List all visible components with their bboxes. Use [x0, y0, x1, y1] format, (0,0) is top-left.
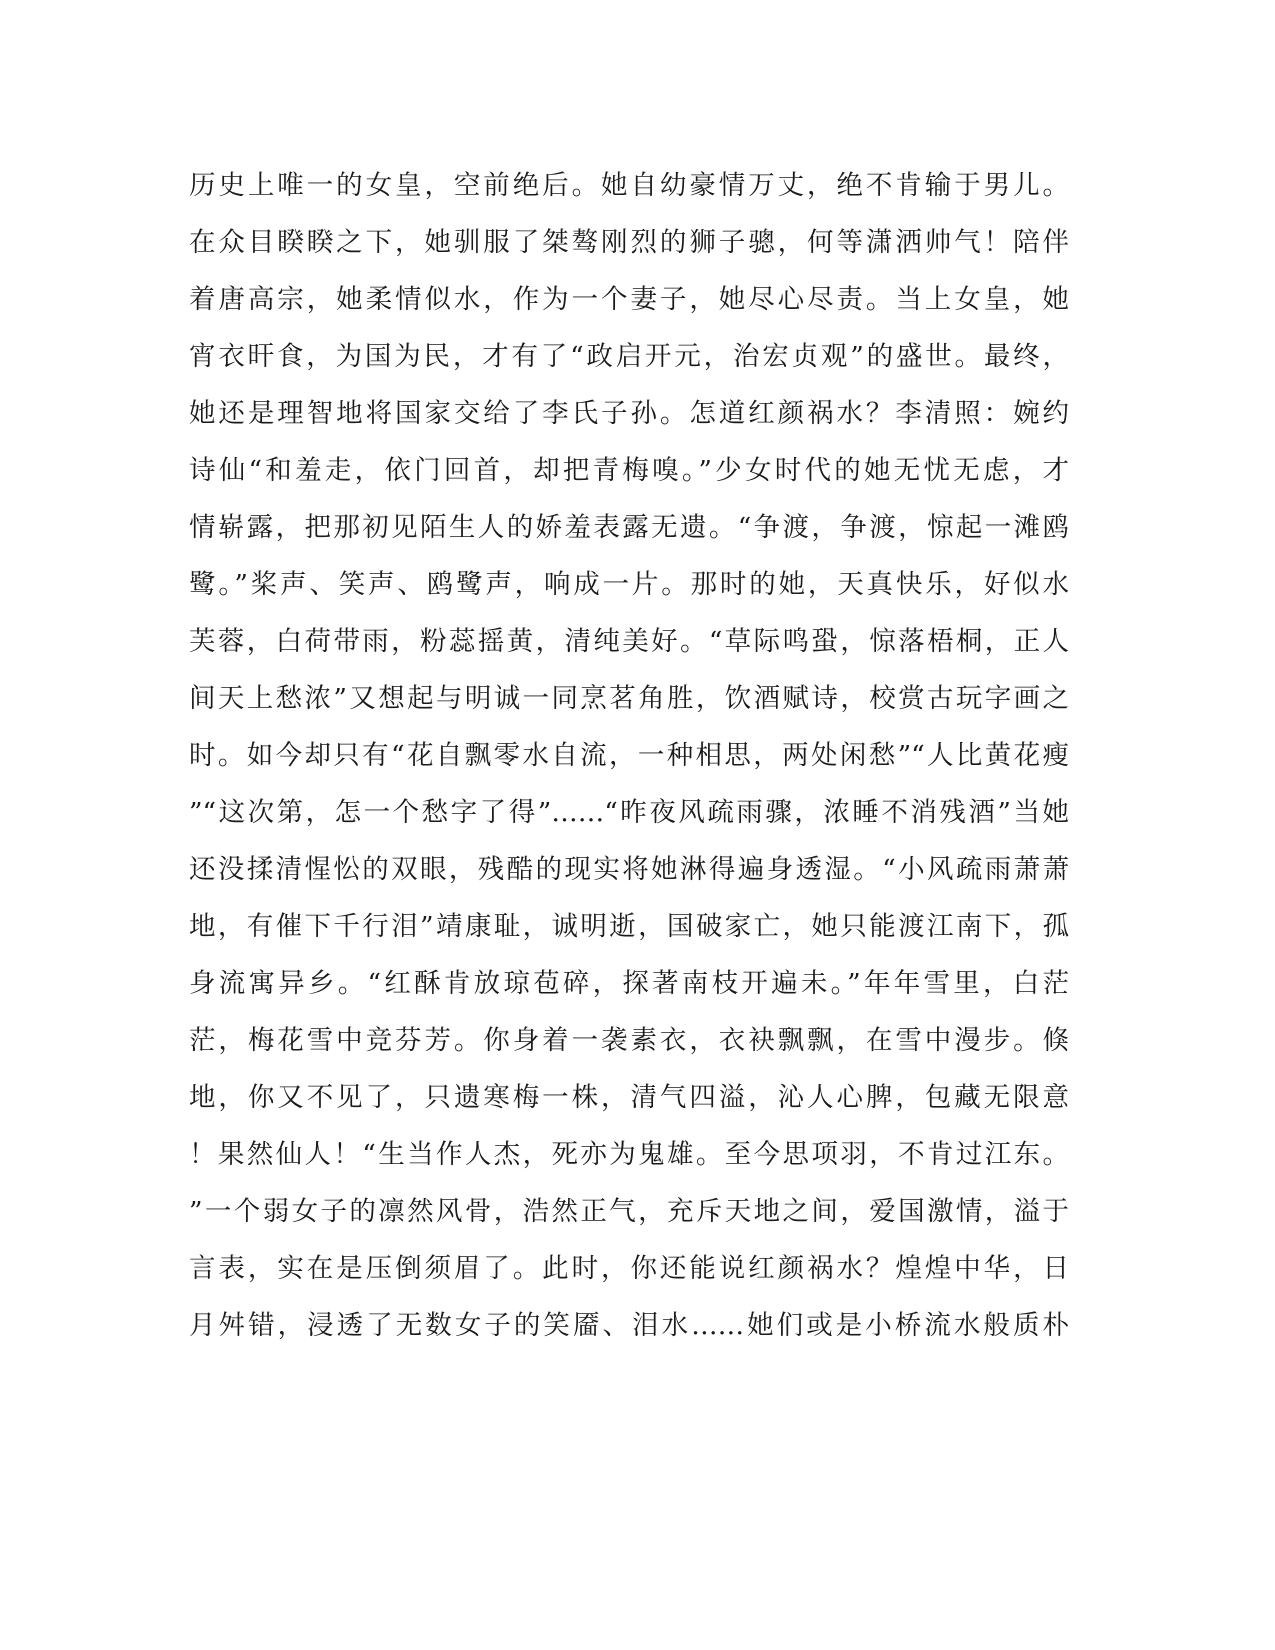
text-line-11: 时。如今却只有“花自飘零水自流，一种相思，两处闲愁”“人比黄花瘦 [189, 740, 1069, 771]
text-line-20: 言表，实在是压倒须眉了。此时，你还能说红颜祸水？煌煌中华，日 [189, 1253, 1069, 1284]
text-line-12: ”“这次第，怎一个愁字了得”……“昨夜风疏雨骤，浓睡不消残酒”当她 [189, 797, 1069, 828]
text-line-1: 历史上唯一的女皇，空前绝后。她自幼豪情万丈，绝不肯输于男儿。 [189, 170, 1069, 201]
text-line-13: 还没揉清惺忪的双眼，残酷的现实将她淋得遍身透湿。“小风疏雨萧萧 [189, 854, 1069, 885]
text-line-3: 着唐高宗，她柔情似水，作为一个妻子，她尽心尽责。当上女皇，她 [189, 284, 1069, 315]
text-line-5: 她还是理智地将国家交给了李氏子孙。怎道红颜祸水？李清照：婉约 [189, 398, 1069, 429]
text-line-7: 情崭露，把那初见陌生人的娇羞表露无遗。“争渡，争渡，惊起一滩鸥 [189, 512, 1069, 543]
text-line-15: 身流寓异乡。“红酥肯放琼苞碎，探著南枝开遍未。”年年雪里，白茫 [189, 968, 1069, 999]
text-line-16: 茫，梅花雪中竞芬芳。你身着一袭素衣，衣袂飘飘，在雪中漫步。倏 [189, 1025, 1069, 1056]
text-line-2: 在众目睽睽之下，她驯服了桀骜刚烈的狮子骢，何等潇洒帅气！陪伴 [189, 227, 1069, 258]
text-line-18: ！果然仙人！“生当作人杰，死亦为鬼雄。至今思项羽，不肯过江东。 [189, 1139, 1069, 1170]
text-line-8: 鹭。”桨声、笑声、鸥鹭声，响成一片。那时的她，天真快乐，好似水 [189, 569, 1069, 600]
text-line-21: 月舛错，浸透了无数女子的笑靥、泪水……她们或是小桥流水般质朴 [189, 1310, 1069, 1341]
body-text [189, 157, 1069, 1354]
text-line-19: ”一个弱女子的凛然风骨，浩然正气，充斥天地之间，爱国激情，溢于 [189, 1196, 1069, 1227]
text-line-14: 地，有催下千行泪”靖康耻，诚明逝，国破家亡，她只能渡江南下，孤 [189, 911, 1069, 942]
text-line-9: 芙蓉，白荷带雨，粉蕊摇黄，清纯美好。“草际鸣蛩，惊落梧桐，正人 [189, 626, 1069, 657]
text-line-10: 间天上愁浓”又想起与明诚一同烹茗角胜，饮酒赋诗，校赏古玩字画之 [189, 683, 1069, 714]
text-line-6: 诗仙“和羞走，依门回首，却把青梅嗅。”少女时代的她无忧无虑，才 [189, 455, 1069, 486]
text-line-4: 宵衣旰食，为国为民，才有了“政启开元，治宏贞观”的盛世。最终， [189, 341, 1069, 372]
text-line-17: 地，你又不见了，只遗寒梅一株，清气四溢，沁人心脾，包藏无限意 [189, 1082, 1069, 1113]
